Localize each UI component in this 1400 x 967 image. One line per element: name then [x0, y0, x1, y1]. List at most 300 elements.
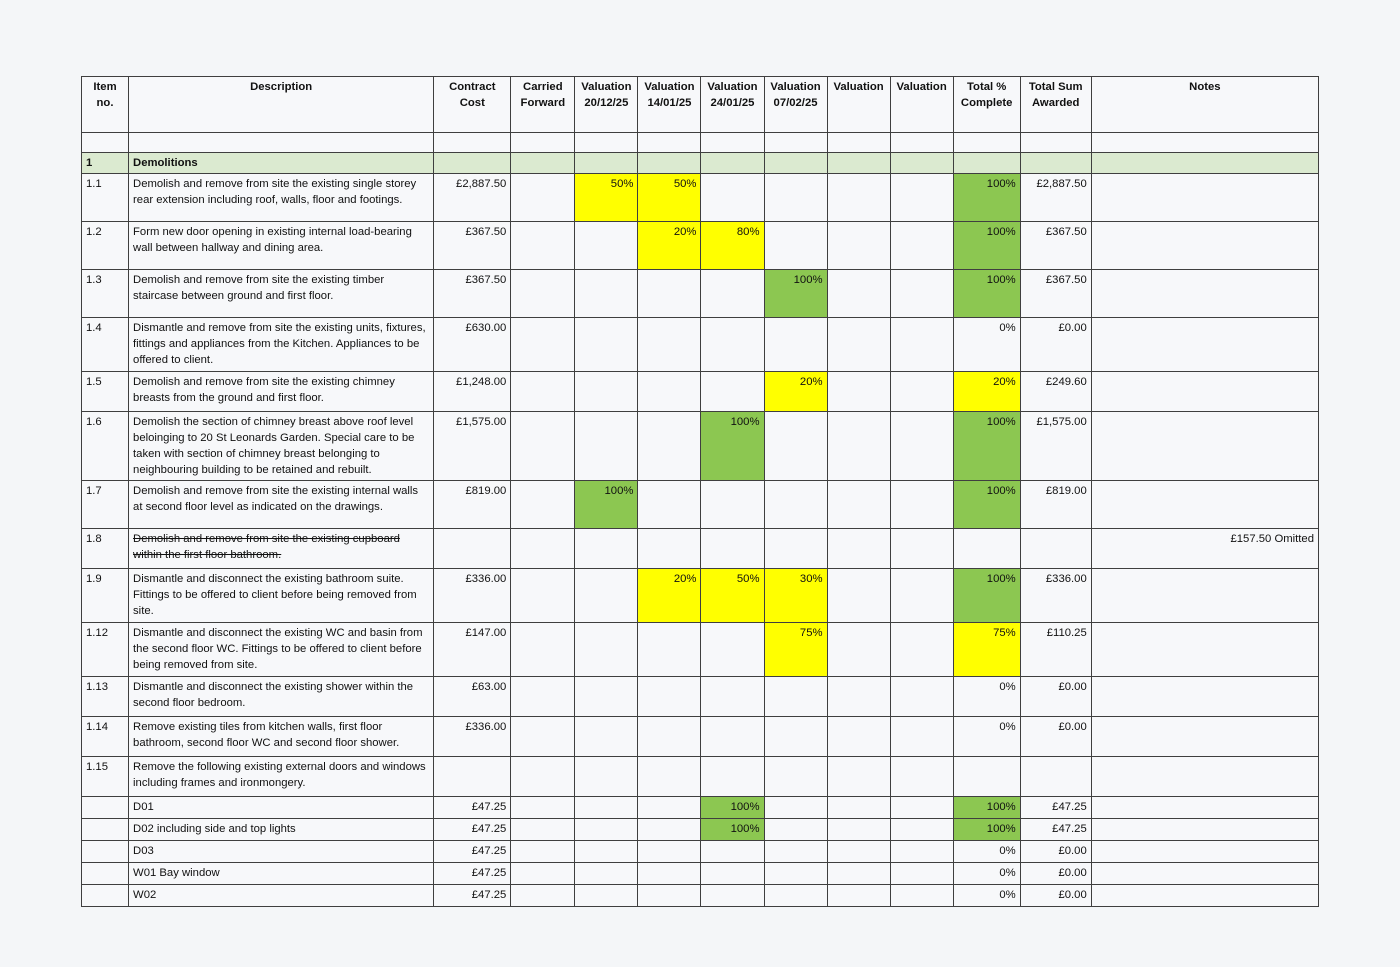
- section-cell-v3[interactable]: [701, 153, 764, 174]
- cell-cost[interactable]: £1,575.00: [434, 412, 511, 481]
- cell-pct[interactable]: 0%: [953, 885, 1020, 907]
- cell-cost[interactable]: £47.25: [434, 797, 511, 819]
- cell-v5[interactable]: [827, 757, 890, 797]
- cell-v2[interactable]: [638, 372, 701, 412]
- cell-cfwd[interactable]: [511, 222, 575, 270]
- section-cell-desc[interactable]: Demolitions: [129, 153, 434, 174]
- cell-desc[interactable]: Dismantle and disconnect the existing bathroom suite. Fittings to be offered to client before being removed from site.: [129, 569, 434, 623]
- cell-v1[interactable]: [575, 677, 638, 717]
- cell-cost[interactable]: £147.00: [434, 623, 511, 677]
- cell-v6[interactable]: [890, 819, 953, 841]
- cell-v1[interactable]: [575, 318, 638, 372]
- cell-desc[interactable]: Dismantle and disconnect the existing WC and basin from the second floor WC. Fittings to be offered to client before being removed from site.: [129, 623, 434, 677]
- cell-v4[interactable]: [764, 797, 827, 819]
- cell-item[interactable]: [82, 885, 129, 907]
- cell-v5[interactable]: [827, 885, 890, 907]
- cell-desc[interactable]: Demolish and remove from site the existing chimney breasts from the ground and first floor.: [129, 372, 434, 412]
- column-header-v5[interactable]: [827, 77, 890, 133]
- cell-cost[interactable]: £367.50: [434, 270, 511, 318]
- cell-v6[interactable]: [890, 797, 953, 819]
- cell-notes[interactable]: [1091, 372, 1318, 412]
- cell-item[interactable]: 1.15: [82, 757, 129, 797]
- cell-notes[interactable]: [1091, 717, 1318, 757]
- cell-pct[interactable]: [953, 757, 1020, 797]
- cell-notes[interactable]: [1091, 841, 1318, 863]
- cell-v1[interactable]: [575, 819, 638, 841]
- cell-v4[interactable]: [764, 717, 827, 757]
- table-row[interactable]: [82, 270, 1319, 318]
- cell-v1[interactable]: [575, 841, 638, 863]
- cell-notes[interactable]: [1091, 863, 1318, 885]
- section-cell-v4[interactable]: [764, 153, 827, 174]
- cell-v3[interactable]: [701, 529, 764, 569]
- cell-v4[interactable]: [764, 863, 827, 885]
- spacer-cell-item: [82, 133, 129, 153]
- cell-item[interactable]: [82, 797, 129, 819]
- cell-v1[interactable]: [575, 623, 638, 677]
- spacer-row: [82, 133, 1319, 153]
- section-cell-cost[interactable]: [434, 153, 511, 174]
- cell-desc[interactable]: W01 Bay window: [129, 863, 434, 885]
- cell-desc[interactable]: Remove the following existing external doors and windows including frames and ironmongery.: [129, 757, 434, 797]
- cell-item[interactable]: 1.14: [82, 717, 129, 757]
- cell-v2[interactable]: [638, 717, 701, 757]
- cell-v6[interactable]: [890, 623, 953, 677]
- cell-cfwd[interactable]: [511, 481, 575, 529]
- cell-v3[interactable]: [701, 863, 764, 885]
- cell-v2[interactable]: [638, 529, 701, 569]
- column-header-label: Complete: [960, 97, 1013, 110]
- cell-cost[interactable]: £47.25: [434, 885, 511, 907]
- cell-item[interactable]: 1.12: [82, 623, 129, 677]
- cell-notes[interactable]: [1091, 757, 1318, 797]
- cell-v4[interactable]: [764, 318, 827, 372]
- cell-item[interactable]: [82, 841, 129, 863]
- cell-v6[interactable]: [890, 222, 953, 270]
- cell-v1[interactable]: [575, 529, 638, 569]
- cell-item[interactable]: 1.8: [82, 529, 129, 569]
- cell-notes[interactable]: [1091, 569, 1318, 623]
- column-header-label: no.: [96, 97, 114, 110]
- cell-cost[interactable]: £819.00: [434, 481, 511, 529]
- column-header-label: Item: [93, 81, 117, 93]
- cell-v3[interactable]: 100%: [701, 797, 764, 819]
- column-header-label: Valuation: [707, 81, 758, 93]
- column-header-v6[interactable]: [890, 77, 953, 133]
- cell-sum[interactable]: £0.00: [1020, 841, 1091, 863]
- cell-item[interactable]: [82, 819, 129, 841]
- cell-v3[interactable]: [701, 270, 764, 318]
- cell-desc[interactable]: Demolish and remove from site the existing timber staircase between ground and first floor.: [129, 270, 434, 318]
- column-header-sum[interactable]: [1020, 77, 1091, 133]
- column-header-v1[interactable]: [575, 77, 638, 133]
- section-cell-notes[interactable]: [1091, 153, 1318, 174]
- cell-v2[interactable]: [638, 270, 701, 318]
- cell-pct[interactable]: 100%: [953, 481, 1020, 529]
- cell-pct[interactable]: 100%: [953, 819, 1020, 841]
- cell-item[interactable]: 1.1: [82, 174, 129, 222]
- cell-v3[interactable]: [701, 717, 764, 757]
- column-header-item[interactable]: [82, 77, 129, 133]
- cell-v4[interactable]: 30%: [764, 569, 827, 623]
- cell-desc[interactable]: Dismantle and remove from site the existing units, fixtures, fittings and appliances from the Kitchen. Appliances to be offered to client.: [129, 318, 434, 372]
- struck-through-text: Demolish and remove from site the existing cupboard within the first floor bathroom.: [133, 533, 400, 562]
- cell-v1[interactable]: [575, 757, 638, 797]
- cell-cost[interactable]: £47.25: [434, 863, 511, 885]
- cell-cfwd[interactable]: [511, 412, 575, 481]
- cell-notes[interactable]: [1091, 623, 1318, 677]
- cell-v5[interactable]: [827, 222, 890, 270]
- cell-v3[interactable]: [701, 623, 764, 677]
- cell-desc[interactable]: Demolish and remove from site the existing single storey rear extension including roof, walls, floor and footings.: [129, 174, 434, 222]
- cell-v4[interactable]: 75%: [764, 623, 827, 677]
- cell-cost[interactable]: £47.25: [434, 841, 511, 863]
- table-row[interactable]: [82, 569, 1319, 623]
- cell-cfwd[interactable]: [511, 372, 575, 412]
- column-header-label: 24/01/25: [710, 97, 755, 110]
- cell-notes[interactable]: [1091, 677, 1318, 717]
- cell-item[interactable]: 1.5: [82, 372, 129, 412]
- section-row-demolitions[interactable]: [82, 153, 1319, 174]
- cell-sum[interactable]: £249.60: [1020, 372, 1091, 412]
- cell-sum[interactable]: £47.25: [1020, 797, 1091, 819]
- column-header-label: Description: [250, 81, 313, 93]
- cell-pct[interactable]: 100%: [953, 412, 1020, 481]
- cell-v4[interactable]: [764, 885, 827, 907]
- column-header-cost[interactable]: [434, 77, 511, 133]
- table-row[interactable]: [82, 885, 1319, 907]
- cell-desc[interactable]: Demolish the section of chimney breast above roof level beloinging to 20 St Leonards Garden. Special care to be taken with section of chimney breast belonging to neighbouring building to be retained and rebuilt.: [129, 412, 434, 481]
- cell-cost[interactable]: £2,887.50: [434, 174, 511, 222]
- cell-v2[interactable]: 50%: [638, 174, 701, 222]
- cell-v5[interactable]: [827, 797, 890, 819]
- cell-pct[interactable]: 20%: [953, 372, 1020, 412]
- cell-v2[interactable]: [638, 318, 701, 372]
- cell-desc[interactable]: D01: [129, 797, 434, 819]
- cell-v6[interactable]: [890, 757, 953, 797]
- cell-notes[interactable]: [1091, 885, 1318, 907]
- column-header-pct[interactable]: [953, 77, 1020, 133]
- spacer-cell-v1: [575, 133, 638, 153]
- cell-v5[interactable]: [827, 412, 890, 481]
- cell-sum[interactable]: £2,887.50: [1020, 174, 1091, 222]
- cell-v5[interactable]: [827, 863, 890, 885]
- cell-v3[interactable]: 100%: [701, 819, 764, 841]
- cell-cost[interactable]: £63.00: [434, 677, 511, 717]
- cell-cost[interactable]: £630.00: [434, 318, 511, 372]
- cell-desc[interactable]: Demolish and remove from site the existing internal walls at second floor level as indicated on the drawings.: [129, 481, 434, 529]
- cell-sum[interactable]: £0.00: [1020, 863, 1091, 885]
- cell-cfwd[interactable]: [511, 529, 575, 569]
- cell-v5[interactable]: [827, 529, 890, 569]
- cell-v1[interactable]: [575, 372, 638, 412]
- table-row[interactable]: [82, 222, 1319, 270]
- cell-v6[interactable]: [890, 569, 953, 623]
- cell-v2[interactable]: [638, 841, 701, 863]
- cell-v2[interactable]: [638, 412, 701, 481]
- cell-v2[interactable]: [638, 677, 701, 717]
- cell-desc[interactable]: Dismantle and disconnect the existing shower within the second floor bedroom.: [129, 677, 434, 717]
- table-row[interactable]: [82, 372, 1319, 412]
- cell-item[interactable]: 1.4: [82, 318, 129, 372]
- cell-desc[interactable]: W02: [129, 885, 434, 907]
- cell-pct[interactable]: 0%: [953, 318, 1020, 372]
- cell-pct[interactable]: 100%: [953, 222, 1020, 270]
- cell-v3[interactable]: 50%: [701, 569, 764, 623]
- cell-cfwd[interactable]: [511, 863, 575, 885]
- cell-v2[interactable]: [638, 819, 701, 841]
- cell-notes[interactable]: [1091, 481, 1318, 529]
- cell-notes[interactable]: [1091, 222, 1318, 270]
- cell-v6[interactable]: [890, 318, 953, 372]
- cell-v4[interactable]: [764, 529, 827, 569]
- cell-cost[interactable]: £367.50: [434, 222, 511, 270]
- column-header-label: Valuation: [644, 81, 695, 93]
- column-header-cfwd[interactable]: [511, 77, 575, 133]
- spacer-cell-pct: [953, 133, 1020, 153]
- cell-cost[interactable]: £1,248.00: [434, 372, 511, 412]
- table-row[interactable]: [82, 717, 1319, 757]
- cell-v3[interactable]: [701, 677, 764, 717]
- cell-item[interactable]: 1.13: [82, 677, 129, 717]
- cell-v1[interactable]: [575, 270, 638, 318]
- cell-pct[interactable]: 0%: [953, 863, 1020, 885]
- cell-v6[interactable]: [890, 863, 953, 885]
- valuation-table: [81, 76, 1319, 907]
- column-header-label: Valuation: [896, 81, 947, 93]
- cell-v5[interactable]: [827, 717, 890, 757]
- cell-desc[interactable]: Form new door opening in existing internal load-bearing wall between hallway and dining area.: [129, 222, 434, 270]
- cell-pct[interactable]: 0%: [953, 677, 1020, 717]
- cell-v3[interactable]: [701, 757, 764, 797]
- column-header-v2[interactable]: [638, 77, 701, 133]
- cell-v3[interactable]: [701, 318, 764, 372]
- spacer-cell-sum: [1020, 133, 1091, 153]
- cell-v3[interactable]: 80%: [701, 222, 764, 270]
- cell-v5[interactable]: [827, 819, 890, 841]
- cell-cfwd[interactable]: [511, 841, 575, 863]
- cell-v4[interactable]: 100%: [764, 270, 827, 318]
- cell-v5[interactable]: [827, 174, 890, 222]
- section-cell-cfwd[interactable]: [511, 153, 575, 174]
- cell-v2[interactable]: [638, 623, 701, 677]
- table-row[interactable]: [82, 797, 1319, 819]
- cell-pct[interactable]: 75%: [953, 623, 1020, 677]
- section-cell-sum[interactable]: [1020, 153, 1091, 174]
- cell-v6[interactable]: [890, 412, 953, 481]
- section-cell-v5[interactable]: [827, 153, 890, 174]
- section-cell-v2[interactable]: [638, 153, 701, 174]
- cell-pct[interactable]: 100%: [953, 569, 1020, 623]
- cell-v3[interactable]: [701, 885, 764, 907]
- cell-v6[interactable]: [890, 717, 953, 757]
- cell-cfwd[interactable]: [511, 318, 575, 372]
- cell-v5[interactable]: [827, 841, 890, 863]
- section-cell-v1[interactable]: [575, 153, 638, 174]
- cell-pct[interactable]: 100%: [953, 270, 1020, 318]
- cell-notes[interactable]: [1091, 270, 1318, 318]
- cell-desc[interactable]: Remove existing tiles from kitchen walls, first floor bathroom, second floor WC and second floor shower.: [129, 717, 434, 757]
- table-row[interactable]: [82, 174, 1319, 222]
- cell-cfwd[interactable]: [511, 717, 575, 757]
- cell-sum[interactable]: £0.00: [1020, 717, 1091, 757]
- cell-v5[interactable]: [827, 623, 890, 677]
- cell-sum[interactable]: £0.00: [1020, 885, 1091, 907]
- table-row[interactable]: [82, 841, 1319, 863]
- table-row[interactable]: [82, 757, 1319, 797]
- cell-v6[interactable]: [890, 677, 953, 717]
- cell-v1[interactable]: [575, 569, 638, 623]
- cell-cfwd[interactable]: [511, 819, 575, 841]
- column-header-label: Total Sum: [1028, 81, 1083, 93]
- cell-cfwd[interactable]: [511, 174, 575, 222]
- cell-v4[interactable]: [764, 412, 827, 481]
- cell-v3[interactable]: [701, 174, 764, 222]
- cell-cost[interactable]: [434, 757, 511, 797]
- cell-v6[interactable]: [890, 174, 953, 222]
- cell-v5[interactable]: [827, 677, 890, 717]
- cell-cfwd[interactable]: [511, 270, 575, 318]
- table-row[interactable]: [82, 819, 1319, 841]
- cell-sum[interactable]: £47.25: [1020, 819, 1091, 841]
- cell-sum[interactable]: [1020, 529, 1091, 569]
- cell-desc[interactable]: D02 including side and top lights: [129, 819, 434, 841]
- section-cell-item[interactable]: 1: [82, 153, 129, 174]
- cell-desc[interactable]: [129, 529, 434, 569]
- cell-cfwd[interactable]: [511, 885, 575, 907]
- cell-pct[interactable]: 100%: [953, 174, 1020, 222]
- spacer-cell-v6: [890, 133, 953, 153]
- cell-item[interactable]: 1.2: [82, 222, 129, 270]
- cell-sum[interactable]: £110.25: [1020, 623, 1091, 677]
- cell-sum[interactable]: £367.50: [1020, 222, 1091, 270]
- cell-notes[interactable]: [1091, 819, 1318, 841]
- column-header-label: Total %: [966, 81, 1007, 93]
- table-row[interactable]: [82, 623, 1319, 677]
- cell-cost[interactable]: £336.00: [434, 717, 511, 757]
- cell-v4[interactable]: [764, 819, 827, 841]
- cell-item[interactable]: 1.9: [82, 569, 129, 623]
- cell-notes[interactable]: £157.50 Omitted: [1091, 529, 1318, 569]
- cell-cost[interactable]: £336.00: [434, 569, 511, 623]
- cell-v5[interactable]: [827, 270, 890, 318]
- column-header-label: Valuation: [581, 81, 632, 93]
- cell-v5[interactable]: [827, 372, 890, 412]
- cell-v4[interactable]: [764, 174, 827, 222]
- column-header-notes[interactable]: [1091, 77, 1318, 133]
- table-body: [82, 133, 1319, 907]
- cell-v1[interactable]: 50%: [575, 174, 638, 222]
- cell-v6[interactable]: [890, 841, 953, 863]
- cell-cost[interactable]: [434, 529, 511, 569]
- table-row[interactable]: [82, 677, 1319, 717]
- cell-v5[interactable]: [827, 569, 890, 623]
- table-row[interactable]: [82, 481, 1319, 529]
- cell-sum[interactable]: [1020, 757, 1091, 797]
- cell-item[interactable]: [82, 863, 129, 885]
- cell-v3[interactable]: [701, 841, 764, 863]
- cell-notes[interactable]: [1091, 797, 1318, 819]
- cell-pct[interactable]: [953, 529, 1020, 569]
- cell-v5[interactable]: [827, 318, 890, 372]
- cell-v5[interactable]: [827, 481, 890, 529]
- cell-v2[interactable]: [638, 885, 701, 907]
- cell-sum[interactable]: £819.00: [1020, 481, 1091, 529]
- column-header-v4[interactable]: [764, 77, 827, 133]
- section-cell-pct[interactable]: [953, 153, 1020, 174]
- table-row[interactable]: [82, 412, 1319, 481]
- cell-v1[interactable]: [575, 863, 638, 885]
- cell-v4[interactable]: [764, 841, 827, 863]
- cell-v6[interactable]: [890, 372, 953, 412]
- cell-v6[interactable]: [890, 529, 953, 569]
- cell-sum[interactable]: £367.50: [1020, 270, 1091, 318]
- cell-v2[interactable]: [638, 797, 701, 819]
- cell-v2[interactable]: 20%: [638, 569, 701, 623]
- cell-v2[interactable]: [638, 757, 701, 797]
- cell-v2[interactable]: [638, 481, 701, 529]
- cell-item[interactable]: 1.6: [82, 412, 129, 481]
- cell-v1[interactable]: [575, 797, 638, 819]
- column-header-label: Awarded: [1031, 97, 1080, 110]
- cell-item[interactable]: 1.3: [82, 270, 129, 318]
- cell-v3[interactable]: 100%: [701, 412, 764, 481]
- cell-desc[interactable]: D03: [129, 841, 434, 863]
- cell-sum[interactable]: £0.00: [1020, 318, 1091, 372]
- cell-v3[interactable]: [701, 481, 764, 529]
- column-header-v3[interactable]: [701, 77, 764, 133]
- cell-notes[interactable]: [1091, 318, 1318, 372]
- cell-sum[interactable]: £1,575.00: [1020, 412, 1091, 481]
- cell-v1[interactable]: [575, 412, 638, 481]
- table-row[interactable]: [82, 863, 1319, 885]
- cell-cfwd[interactable]: [511, 569, 575, 623]
- cell-cfwd[interactable]: [511, 677, 575, 717]
- cell-v4[interactable]: [764, 222, 827, 270]
- cell-v4[interactable]: 20%: [764, 372, 827, 412]
- cell-notes[interactable]: [1091, 174, 1318, 222]
- table-row[interactable]: [82, 318, 1319, 372]
- cell-cost[interactable]: £47.25: [434, 819, 511, 841]
- cell-v6[interactable]: [890, 481, 953, 529]
- cell-v1[interactable]: [575, 717, 638, 757]
- cell-v4[interactable]: [764, 481, 827, 529]
- cell-sum[interactable]: £336.00: [1020, 569, 1091, 623]
- cell-pct[interactable]: 100%: [953, 797, 1020, 819]
- cell-cfwd[interactable]: [511, 757, 575, 797]
- cell-v1[interactable]: [575, 885, 638, 907]
- table-row[interactable]: [82, 529, 1319, 569]
- section-cell-v6[interactable]: [890, 153, 953, 174]
- cell-pct[interactable]: 0%: [953, 841, 1020, 863]
- cell-v4[interactable]: [764, 757, 827, 797]
- cell-v4[interactable]: [764, 677, 827, 717]
- column-header-desc[interactable]: [129, 77, 434, 133]
- cell-v2[interactable]: 20%: [638, 222, 701, 270]
- cell-v1[interactable]: 100%: [575, 481, 638, 529]
- cell-v2[interactable]: [638, 863, 701, 885]
- cell-v1[interactable]: [575, 222, 638, 270]
- cell-sum[interactable]: £0.00: [1020, 677, 1091, 717]
- cell-cfwd[interactable]: [511, 623, 575, 677]
- cell-v6[interactable]: [890, 270, 953, 318]
- cell-v6[interactable]: [890, 885, 953, 907]
- cell-v3[interactable]: [701, 372, 764, 412]
- cell-notes[interactable]: [1091, 412, 1318, 481]
- cell-pct[interactable]: 0%: [953, 717, 1020, 757]
- cell-item[interactable]: 1.7: [82, 481, 129, 529]
- cell-cfwd[interactable]: [511, 797, 575, 819]
